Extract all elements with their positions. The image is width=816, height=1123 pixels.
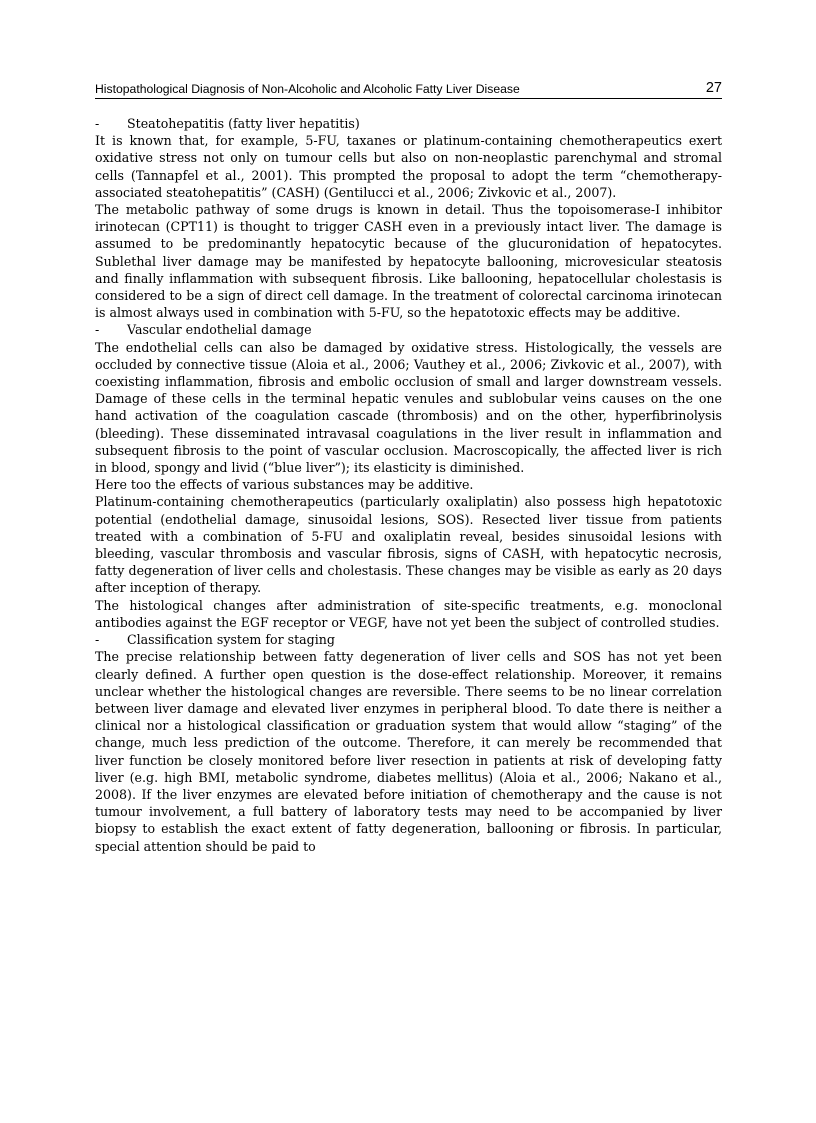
bullet-heading: Classification system for staging [127,632,335,648]
bullet-marker: - [95,632,100,648]
bullet-heading: Steatohepatitis (fatty liver hepatitis) [127,116,360,131]
running-title: Histopathological Diagnosis of Non-Alcoholic and Alcoholic Fatty Liver Disease [95,82,520,96]
section-bullet-steatohepatitis [95,115,722,132]
page-header [95,78,722,99]
bullet-marker: - [95,116,100,131]
bullet-heading: Vascular endothelial damage [127,322,312,338]
paragraph: Here too the effects of various substances may be additive. [95,477,474,493]
paragraph: The precise relationship between fatty degeneration of liver cells and SOS has not yet been clearly defined. A further open question is the dose-effect relationship. Moreover, it remains unclear whether the histological changes are reversible. There seems to be no linear correlation between liver damage and elevated liver enzymes in peripheral blood. To date there is neither a clinical nor a histological classification or graduation system that would allow “staging” of the change, much less prediction of the outcome. Therefore, it can merely be recommended that liver function be closely monitored before liver resection in patients at risk of developing fatty liver (e.g. high BMI, metabolic syndrome, diabetes mellitus) (Aloia et al., 2006; Nakano et al., 2008). If the liver enzymes are elevated before initiation of chemotherapy and the cause is not tumour involvement, a full battery of laboratory tests may need to be accompanied by liver biopsy to establish the exact extent of fatty degeneration, ballooning or fibrosis. In particular, special attention should be paid to [95,649,722,854]
bullet-marker: - [95,322,100,338]
paragraph: The histological changes after administration of site-specific treatments, e.g. monoclonal antibodies against the EGF receptor or VEGF, have not yet been the subject of controlled studies. [95,597,722,630]
body-text [95,115,722,855]
section-bullet-classification [95,631,722,648]
paragraph: Platinum-containing chemotherapeutics (particularly oxaliplatin) also possess high hepatotoxic potential (endothelial damage, sinusoidal lesions, SOS). Resected liver tissue from patients treated with a combination of 5-FU and oxaliplatin reveal, besides sinusoidal lesions with bleeding, vascular thrombosis and vascular fibrosis, signs of CASH, with hepatocytic necrosis, fatty degeneration of liver cells and cholestasis. These changes may be visible as early as 20 days after inception of therapy. [95,494,722,596]
paragraph: The metabolic pathway of some drugs is known in detail. Thus the topoisomerase-I inhibitor irinotecan (CPT11) is thought to trigger CASH even in a previously intact liver. The damage is assumed to be predominantly hepatocytic because of the glucuronidation of hepatocytes. Sublethal liver damage may be manifested by hepatocyte ballooning, microvesicular steatosis and finally inflammation with subsequent fibrosis. Like ballooning, hepatocellular cholestasis is considered to be a sign of direct cell damage. In the treatment of colorectal carcinoma irinotecan is almost always used in combination with 5-FU, so the hepatotoxic effects may be additive. [95,202,722,321]
page-number: 27 [705,80,722,96]
section-bullet-vascular-damage [95,321,722,338]
paragraph: The endothelial cells can also be damaged by oxidative stress. Histologically, the vessels are occluded by connective tissue (Aloia et al., 2006; Vauthey et al., 2006; Zivkovic et al., 2007), with coexisting inflammation, fibrosis and embolic occlusion of small and larger downstream vessels. Damage of these cells in the terminal hepatic venules and sublobular veins causes on the one hand activation of the coagulation cascade (thrombosis) and on the other, hyperfibrinolysis (bleeding). These disseminated intravasal coagulations in the liver result in inflammation and subsequent fibrosis to the point of vascular occlusion. Macroscopically, the affected liver is rich in blood, spongy and livid (“blue liver”); its elasticity is diminished. [95,339,722,476]
paragraph: It is known that, for example, 5-FU, taxanes or platinum-containing chemotherapeutics exert oxidative stress not only on tumour cells but also on non-neoplastic parenchymal and stromal cells (Tannapfel et al., 2001). This prompted the proposal to adopt the term “chemotherapy-associated steatohepatitis” (CASH) (Gentilucci et al., 2006; Zivkovic et al., 2007). [95,133,722,200]
document-page [95,0,722,1123]
